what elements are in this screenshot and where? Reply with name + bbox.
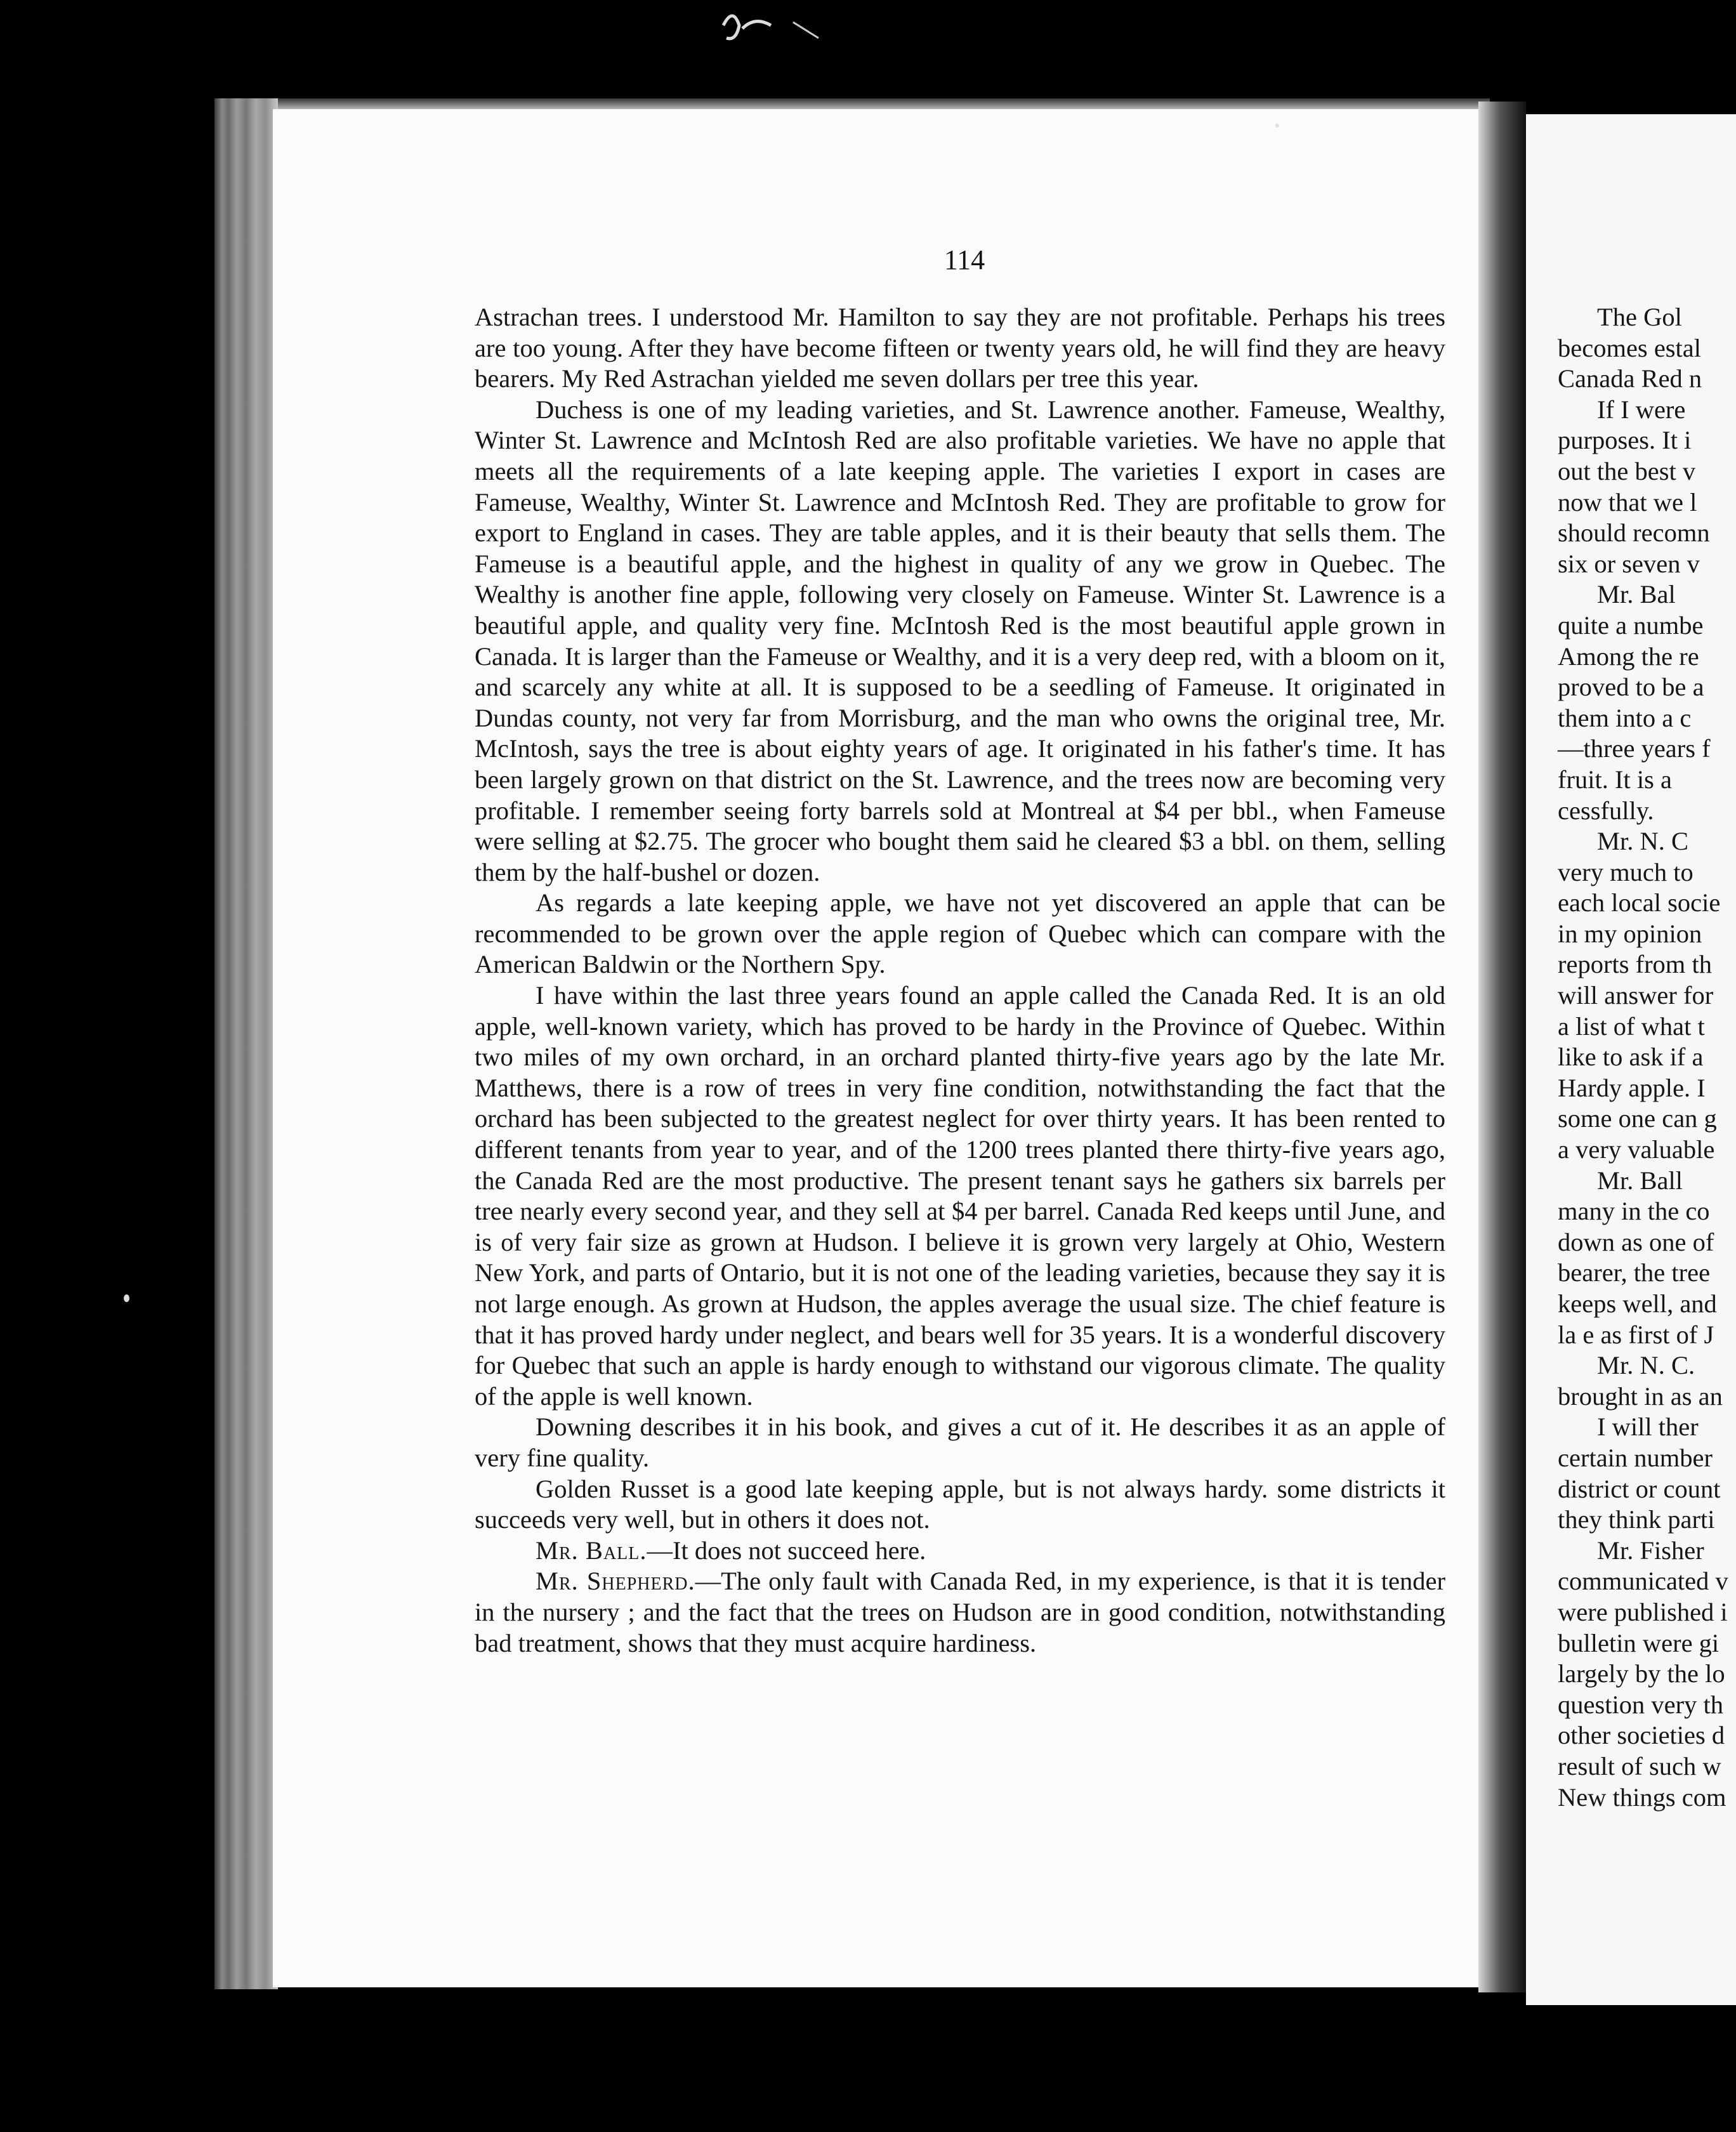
right-page-line: other societies d xyxy=(1558,1721,1725,1750)
right-page-line: bulletin were gi xyxy=(1558,1628,1720,1657)
right-page-line: brought in as an xyxy=(1558,1381,1723,1411)
right-page-line: la e as first of J xyxy=(1558,1320,1714,1349)
right-page-line: in my opinion xyxy=(1558,919,1702,948)
right-page-line: many in the co xyxy=(1558,1197,1710,1226)
right-page-line: them into a c xyxy=(1558,703,1692,732)
right-page-line: Hardy apple. I xyxy=(1558,1073,1706,1102)
page-stack-edge xyxy=(214,98,278,1989)
right-page-line: Canada Red n xyxy=(1558,364,1702,393)
page-number: 114 xyxy=(944,244,985,275)
paragraph: Downing describes it in his book, and gives a cut of it. He describes it as an apple of very fine quality. xyxy=(475,1412,1445,1472)
book-gutter xyxy=(1478,102,1526,1992)
right-page-line: some one can g xyxy=(1558,1104,1717,1133)
right-page-line: down as one of xyxy=(1558,1227,1714,1256)
right-page-line: Mr. N. C xyxy=(1597,827,1689,856)
right-page-line: a very valuable xyxy=(1558,1135,1715,1164)
right-page-line: Mr. N. C. xyxy=(1597,1351,1695,1380)
right-page-line: should recomn xyxy=(1558,518,1710,548)
speaker-remark: —The only fault with Canada Red, in my experience, is that it is tender in the nursery ; and the fact that the trees on Hudson are in good condition, notwithstanding bad treatment, shows that they must acquire hardiness. xyxy=(475,1567,1445,1657)
right-page-line: —three years f xyxy=(1558,734,1711,763)
right-page-line: keeps well, and xyxy=(1558,1289,1717,1318)
right-page-line: fruit. It is a xyxy=(1558,765,1672,794)
right-page-line: Mr. Ball xyxy=(1597,1166,1683,1195)
right-page-line: were published i xyxy=(1558,1597,1728,1626)
paragraph: Duchess is one of my leading varieties, and St. Lawrence another. Fameuse, Wealthy, Winter St. Lawrence and McIntosh Red are also profitable varieties. We have no apple that meets all the requirements of a late keeping apple. The varieties I export in cases are Fameuse, Wealthy, Winter St. Lawrence and McIntosh Red. They are profitable to grow for export to England in cases. They are table apples, and it is their beauty that sells them. The Fameuse is a beautiful apple, and the highest in quality of any we grow in Quebec. The Wealthy is another fine apple, following very closely on Fameuse. Winter St. Lawrence is a beautiful apple, and quality very fine. McIntosh Red is the most beautiful apple grown in Canada. It is larger than the Fameuse or Wealthy, and it is a very deep red, with a bloom on it, and scarcely any white at all. It is supposed to be a seedling of Fameuse. It originated in Dundas county, not very far from Morrisburg, and the man who owns the original tree, Mr. McIntosh, says the tree is about eighty years of age. It originated in his father's time. It has been largely grown on that district on the St. Lawrence, and the trees now are becoming very profitable. I remember seeing forty barrels sold at Montreal at $4 per bbl., when Fameuse were selling at $2.75. The grocer who bought them said he cleared $3 a bbl. on them, selling them by the half-bushel or dozen. xyxy=(475,395,1445,886)
speaker-remark: —It does not succeed here. xyxy=(647,1536,926,1565)
speaker-name: Mr. Ball. xyxy=(536,1536,647,1565)
right-page-line: district or count xyxy=(1558,1474,1721,1503)
right-page-line: Mr. Bal xyxy=(1597,580,1676,609)
right-page-line: purposes. It i xyxy=(1558,426,1692,455)
right-page-line: New things com xyxy=(1558,1782,1726,1812)
right-page-line: will answer for xyxy=(1558,981,1714,1010)
right-page-line: I will ther xyxy=(1597,1412,1699,1442)
right-page-line: Among the re xyxy=(1558,642,1699,671)
right-page-line: cessfully. xyxy=(1558,796,1654,825)
right-page-fragment-text xyxy=(1558,302,1736,1813)
speaker-paragraph xyxy=(475,1536,1445,1567)
right-page-line: The Gol xyxy=(1597,303,1682,331)
right-page-line: they think parti xyxy=(1558,1505,1715,1534)
right-page-line: reports from th xyxy=(1558,950,1712,979)
right-page-line: becomes estal xyxy=(1558,333,1702,362)
right-page-line: now that we l xyxy=(1558,487,1697,517)
right-page-line: If I were xyxy=(1597,395,1686,424)
right-page-line: question very th xyxy=(1558,1690,1723,1719)
right-page-line: result of such w xyxy=(1558,1751,1721,1780)
right-page-line: like to ask if a xyxy=(1558,1043,1704,1072)
paragraph: Astrachan trees. I understood Mr. Hamilton to say they are not profitable. Perhaps his trees are too young. After they have become fifteen or twenty years old, he will find they are heavy bearers. My Red Astrachan yielded me seven dollars per tree this year. xyxy=(475,303,1445,393)
right-page-line: largely by the lo xyxy=(1558,1659,1725,1688)
speaker-paragraph xyxy=(475,1566,1445,1659)
right-page-line: Mr. Fisher xyxy=(1597,1536,1704,1565)
right-page-line: very much to xyxy=(1558,857,1693,886)
right-page-line: a list of what t xyxy=(1558,1011,1705,1041)
speaker-name: Mr. Shepherd. xyxy=(536,1567,695,1596)
paragraph: Golden Russet is a good late keeping apple, but is not always hardy. some districts it succeeds very well, but in others it does not. xyxy=(475,1474,1445,1534)
page-body-text xyxy=(475,302,1445,1659)
right-page-line: bearer, the tree xyxy=(1558,1258,1711,1287)
right-page-line: certain number xyxy=(1558,1443,1713,1472)
dust-speck xyxy=(124,1294,129,1302)
right-page-line: proved to be a xyxy=(1558,673,1704,702)
paragraph: As regards a late keeping apple, we have not yet discovered an apple that can be recommended to be grown over the apple region of Quebec which can compare with the American Baldwin or the Northern Spy. xyxy=(475,888,1445,979)
right-page-line: communicated v xyxy=(1558,1567,1728,1596)
right-page-line: six or seven v xyxy=(1558,549,1700,578)
right-page-line: out the best v xyxy=(1558,456,1696,485)
right-page-line: quite a numbe xyxy=(1558,610,1704,640)
dust-speck xyxy=(1275,124,1279,128)
right-page-line: each local socie xyxy=(1558,888,1721,918)
film-mark-icon xyxy=(717,0,844,63)
paragraph: I have within the last three years found an apple called the Canada Red. It is an old apple, well-known variety, which has proved to be hardy in the Province of Quebec. Within two miles of my own orchard, in an orchard planted thirty-five years ago by the late Mr. Matthews, there is a row of trees in very fine condition, notwithstanding the fact that the orchard has been subjected to the greatest neglect for over thirty years. It has been rented to different tenants from year to year, and of the 1200 trees planted there thirty-five years ago, the Canada Red are the most productive. The present tenant says he gathers six barrels per tree nearly every second year, and they sell at $4 per barrel. Canada Red keeps until June, and is of very fair size as grown at Hudson. I believe it is grown very largely at Ohio, Western New York, and parts of Ontario, but it is not one of the leading varieties, because they say it is not large enough. As grown at Hudson, the apples average the usual size. The chief feature is that it has proved hardy under neglect, and bears well for 35 years. It is a wonderful discovery for Quebec that such an apple is hardy enough to withstand our vigorous climate. The quality of the apple is well known. xyxy=(475,981,1445,1411)
